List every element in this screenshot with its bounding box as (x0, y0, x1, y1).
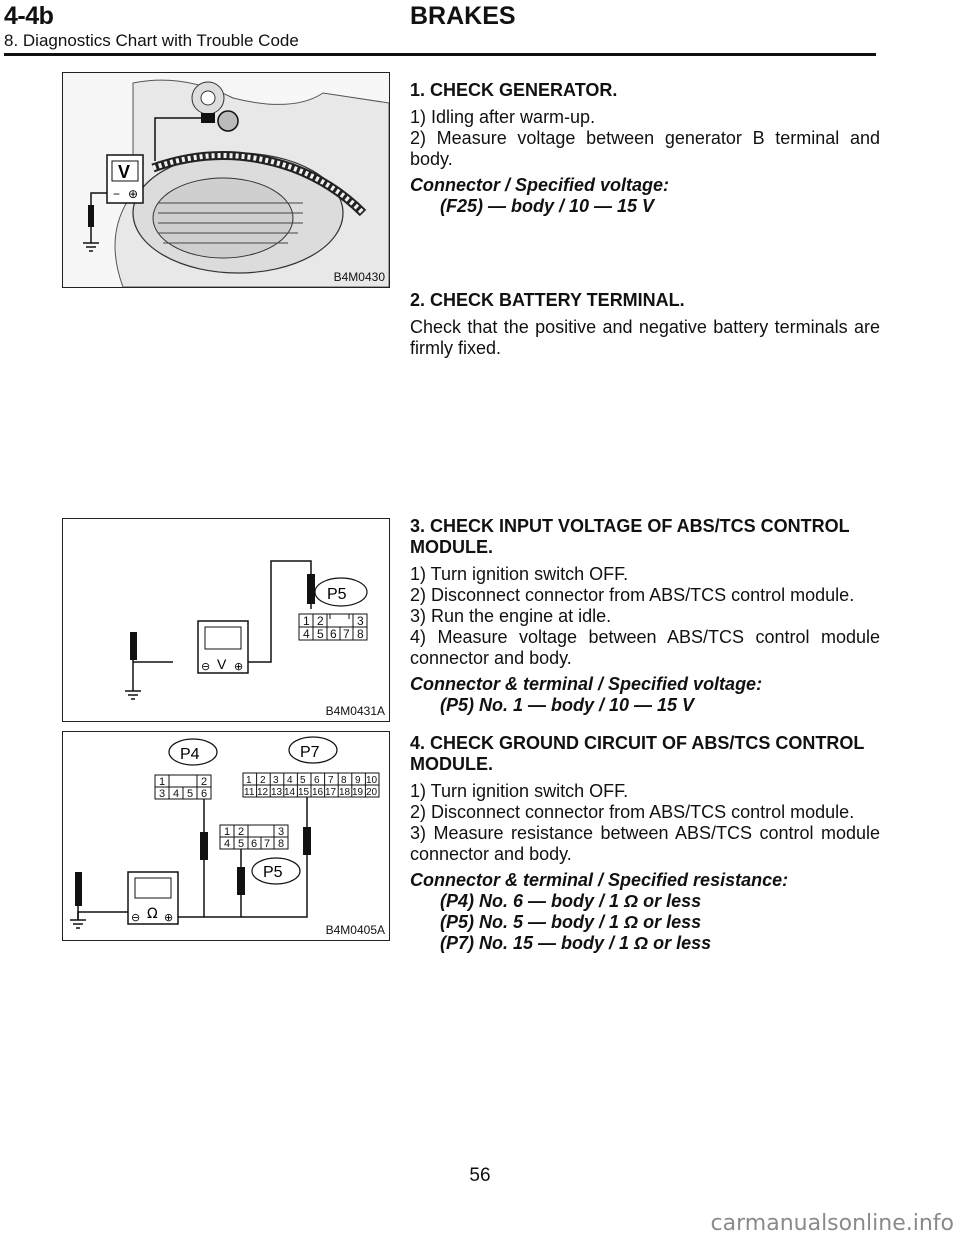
pin-label: 5 (187, 788, 194, 800)
meter-minus: ⊖ (131, 911, 141, 924)
pin-label: 3 (278, 826, 285, 838)
spec-label: Connector & terminal / Specified resistance: (410, 870, 789, 890)
pin-label: 1 (159, 776, 166, 788)
pin-label: 11 (244, 787, 255, 798)
connector-label-p5: P5 (263, 864, 283, 881)
step-4 (410, 733, 880, 954)
pin-label: 18 (339, 787, 351, 798)
connector-label-p7: P7 (300, 744, 320, 761)
pin-label: 3 (273, 775, 279, 786)
meter-plus: ⊕ (164, 911, 174, 924)
pin-label: 19 (352, 787, 364, 798)
pin-label: 8 (357, 627, 364, 641)
pin-label: 2 (317, 614, 324, 628)
spec-value: (P5) No. 1 — body / 10 — 15 V (440, 695, 695, 715)
step-line: 2) Measure voltage between generator B terminal and body. (410, 128, 880, 169)
step-line: 1) Turn ignition switch OFF. (410, 564, 629, 584)
section-subtitle: 8. Diagnostics Chart with Trouble Code (4, 31, 299, 50)
pin-label: 10 (366, 775, 378, 786)
figure-generator (62, 72, 390, 288)
figure-id: B4M0430 (333, 270, 385, 284)
pin-label: 3 (357, 614, 364, 628)
figure-p5-voltage (62, 518, 390, 722)
generator-illustration (63, 73, 389, 287)
pin-label: 16 (312, 787, 324, 798)
pin-label: 12 (257, 787, 269, 798)
meter-plus: ⊕ (234, 660, 244, 673)
pin-label: 1 (246, 775, 252, 786)
step-line: 3) Run the engine at idle. (410, 606, 612, 626)
step-line: 3) Measure resistance between ABS/TCS control module connector and body. (410, 823, 880, 864)
figure-ground-circuit (62, 731, 390, 941)
pin-label: 5 (317, 627, 324, 641)
step-3 (410, 516, 880, 716)
step-2 (410, 290, 880, 359)
spec-value: (F25) — body / 10 — 15 V (440, 196, 655, 216)
p5-voltage-diagram (63, 519, 389, 721)
spec-value: (P4) No. 6 — body / 1 Ω or less (440, 891, 702, 911)
meter-minus: − (113, 187, 121, 201)
pin-label: 20 (366, 787, 378, 798)
header-rule (4, 53, 876, 56)
pin-label: 2 (201, 776, 208, 788)
step-heading: 2. CHECK BATTERY TERMINAL. (410, 290, 685, 310)
spec-label: Connector & terminal / Specified voltage: (410, 674, 763, 694)
pin-label: 6 (330, 627, 337, 641)
pin-label: 7 (343, 627, 350, 641)
pin-label: 6 (201, 788, 208, 800)
pin-label: 7 (328, 775, 334, 786)
pin-label: 2 (238, 826, 245, 838)
step-line: 1) Turn ignition switch OFF. (410, 781, 629, 801)
page-title: BRAKES (410, 2, 516, 30)
pin-label: 9 (355, 775, 361, 786)
pin-label: 4 (287, 775, 293, 786)
step-heading: 3. CHECK INPUT VOLTAGE OF ABS/TCS CONTROL MODULE. (410, 516, 850, 557)
pin-label: 8 (341, 775, 347, 786)
step-1 (410, 80, 880, 217)
step-line: 2) Disconnect connector from ABS/TCS control module. (410, 585, 855, 605)
section-number: 4-4b (4, 2, 54, 30)
meter-label: V (217, 656, 227, 672)
step-heading: 1. CHECK GENERATOR. (410, 80, 618, 100)
pin-label: 5 (300, 775, 306, 786)
connector-label-p4: P4 (180, 746, 200, 763)
figure-id: B4M0431A (325, 704, 385, 718)
step-line: 2) Disconnect connector from ABS/TCS control module. (410, 802, 855, 822)
figure-id: B4M0405A (325, 923, 385, 937)
pin-label: 3 (159, 788, 166, 800)
step-line: 4) Measure voltage between ABS/TCS control module connector and body. (410, 627, 880, 668)
step-line: 1) Idling after warm-up. (410, 107, 596, 127)
pin-label: 2 (260, 775, 266, 786)
meter-label: Ω (147, 906, 158, 922)
pin-label: 15 (298, 787, 310, 798)
connector-label: P5 (327, 586, 347, 603)
pin-label: 17 (325, 787, 337, 798)
pin-label: 5 (238, 838, 245, 850)
pin-label: 6 (251, 838, 258, 850)
spec-value: (P5) No. 5 — body / 1 Ω or less (440, 912, 702, 932)
meter-minus: ⊖ (201, 660, 211, 673)
pin-label: 4 (224, 838, 231, 850)
step-line: Check that the positive and negative battery terminals are firmly fixed. (410, 317, 880, 358)
pin-label: 1 (224, 826, 231, 838)
pin-label: 13 (271, 787, 283, 798)
ground-circuit-diagram (63, 732, 389, 940)
pin-label: 8 (278, 838, 285, 850)
pin-label: 4 (173, 788, 180, 800)
spec-value: (P7) No. 15 — body / 1 Ω or less (440, 933, 712, 953)
meter-plus: ⊕ (128, 187, 139, 201)
step-heading: 4. CHECK GROUND CIRCUIT OF ABS/TCS CONTROL MODULE. (410, 733, 865, 774)
meter-label: V (118, 162, 131, 182)
pin-label: 14 (284, 787, 296, 798)
watermark: carmanualsonline.info (710, 1211, 954, 1236)
spec-label: Connector / Specified voltage: (410, 175, 670, 195)
pin-label: 4 (303, 627, 310, 641)
page-number: 56 (469, 1165, 491, 1186)
pin-label: 6 (314, 775, 320, 786)
pin-label: 7 (264, 838, 271, 850)
pin-label: 1 (303, 614, 310, 628)
